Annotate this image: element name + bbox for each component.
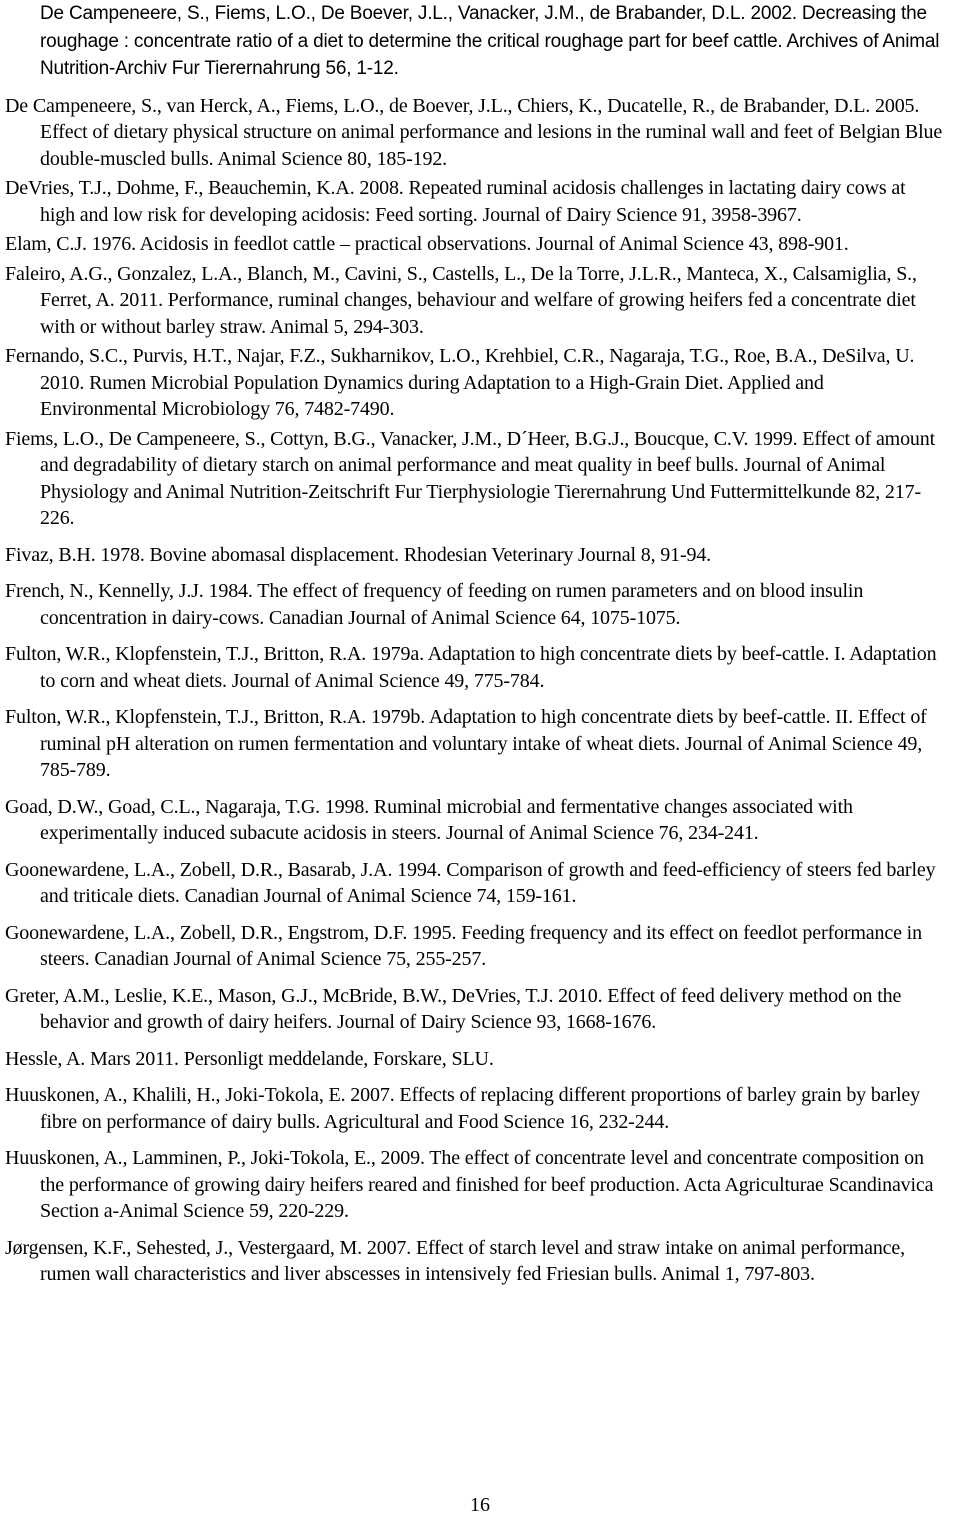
reference-text-part-b: Decreasing the roughage : concentrate ratio of a diet to determine the critical roughage part for beef cattle. Archives of Animal Nutrition-Archiv Fur Tierernahrung 56, 1-12.	[40, 3, 940, 79]
reference-list	[5, 0, 945, 1298]
reference-entry: Fulton, W.R., Klopfenstein, T.J., Britton, R.A. 1979a. Adaptation to high concentrate diets by beef-cattle. I. Adaptation to corn and wheat diets. Journal of Animal Science 49, 775-784.	[5, 643, 937, 692]
reference-entry: French, N., Kennelly, J.J. 1984. The effect of frequency of feeding on rumen parameters and on blood insulin concentration in dairy-cows. Canadian Journal of Animal Science 64, 1075-1075.	[5, 580, 864, 629]
reference-entry: Goonewardene, L.A., Zobell, D.R., Basarab, J.A. 1994. Comparison of growth and feed-efficiency of steers fed barley and triticale diets. Canadian Journal of Animal Science 74, 159-161.	[5, 858, 936, 907]
reference-entry: Goad, D.W., Goad, C.L., Nagaraja, T.G. 1998. Ruminal microbial and fermentative changes associated with experimentally induced subacute acidosis in steers. Journal of Animal Science 76, 234-241.	[5, 795, 853, 844]
reference-entry: Elam, C.J. 1976. Acidosis in feedlot cattle – practical observations. Journal of Animal Science 43, 898-901.	[5, 233, 849, 255]
reference-entry: Fivaz, B.H. 1978. Bovine abomasal displacement. Rhodesian Veterinary Journal 8, 91-94.	[5, 543, 712, 566]
reference-entry: Goonewardene, L.A., Zobell, D.R., Engstrom, D.F. 1995. Feeding frequency and its effect on feedlot performance in steers. Canadian Journal of Animal Science 75, 255-257.	[5, 921, 922, 970]
reference-text-part-a: De Campeneere, S., Fiems, L.O., De Boever, J.L., Vanacker, J.M., de Brabander, D.L. 2002.	[40, 3, 798, 24]
reference-entry: Jørgensen, K.F., Sehested, J., Vestergaard, M. 2007. Effect of starch level and straw intake on animal performance, rumen wall characteristics and liver abscesses in intensively fed Friesian bulls. Animal 1, 797-803.	[5, 1236, 905, 1285]
page-number: 16	[470, 1494, 490, 1516]
reference-entry: Hessle, A. Mars 2011. Personligt meddelande, Forskare, SLU.	[5, 1047, 494, 1070]
reference-entry: Fernando, S.C., Purvis, H.T., Najar, F.Z., Sukharnikov, L.O., Krehbiel, C.R., Nagaraja, T.G., Roe, B.A., DeSilva, U. 2010. Rumen Microbial Population Dynamics during Adaptation to a High-Grain Diet. Applied and Environmental Microbiology 76, 7482-7490.	[5, 345, 915, 420]
reference-entry: Faleiro, A.G., Gonzalez, L.A., Blanch, M., Cavini, S., Castells, L., De la Torre, J.L.R., Manteca, X., Calsamiglia, S., Ferret, A. 2011. Performance, ruminal changes, behaviour and welfare of growing heifers fed a concentrate diet with or without barley straw. Animal 5, 294-303.	[5, 262, 917, 338]
reference-entry: Huuskonen, A., Khalili, H., Joki-Tokola, E. 2007. Effects of replacing different proportions of barley grain by barley fibre on performance of dairy bulls. Agricultural and Food Science 16, 232-244.	[5, 1084, 920, 1133]
reference-entry: Greter, A.M., Leslie, K.E., Mason, G.J., McBride, B.W., DeVries, T.J. 2010. Effect of feed delivery method on the behavior and growth of dairy heifers. Journal of Dairy Science 93, 1668-1676.	[5, 984, 902, 1033]
reference-entry: Fiems, L.O., De Campeneere, S., Cottyn, B.G., Vanacker, J.M., D´Heer, B.G.J., Boucque, C.V. 1999. Effect of amount and degradability of dietary starch on animal performance and meat quality in beef bulls. Journal of Animal Physiology and Animal Nutrition-Zeitschrift Fur Tierphysiologie Tierernahrung Und Futtermittelkunde 82, 217-226.	[5, 427, 936, 529]
reference-entry: De Campeneere, S., van Herck, A., Fiems, L.O., de Boever, J.L., Chiers, K., Ducatelle, R., de Brabander, D.L. 2005. Effect of dietary physical structure on animal performance and lesions in the ruminal wall and feet of Belgian Blue double-muscled bulls. Animal Science 80, 185-192.	[5, 94, 943, 170]
reference-entry	[5, 0, 945, 83]
reference-entry: Huuskonen, A., Lamminen, P., Joki-Tokola, E., 2009. The effect of concentrate level and concentrate composition on the performance of growing dairy heifers reared and finished for beef production. Acta Agriculturae Scandinavica Section a-Animal Science 59, 220-229.	[5, 1147, 934, 1222]
reference-entry: DeVries, T.J., Dohme, F., Beauchemin, K.A. 2008. Repeated ruminal acidosis challenges in lactating dairy cows at high and low risk for developing acidosis: Feed sorting. Journal of Dairy Science 91, 3958-3967.	[5, 177, 906, 226]
reference-entry: Fulton, W.R., Klopfenstein, T.J., Britton, R.A. 1979b. Adaptation to high concentrate diets by beef-cattle. II. Effect of ruminal pH alteration on rumen fermentation and voluntary intake of wheat diets. Journal of Animal Science 49, 785-789.	[5, 706, 927, 781]
